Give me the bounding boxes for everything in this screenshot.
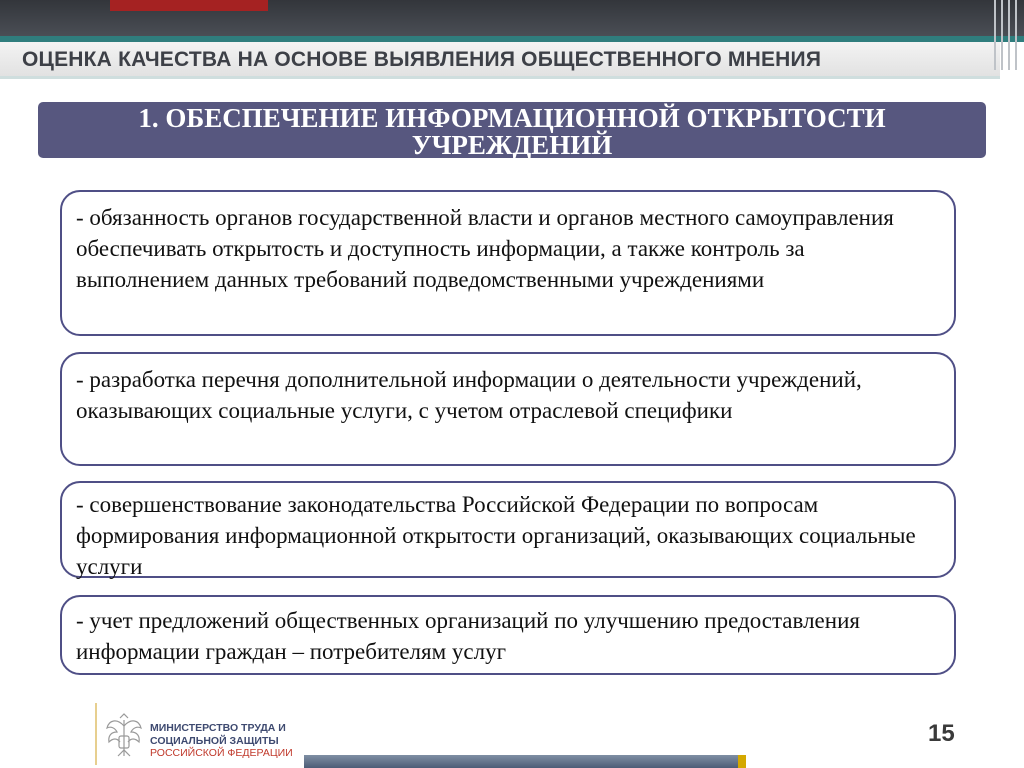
decor-strip [1008, 0, 1010, 70]
item-text: - разработка перечня дополнительной информации о деятельности учреждений, оказывающих социальные услуги, с учетом отраслевой специфики [76, 367, 862, 423]
section-header-line1: 1. ОБЕСПЕЧЕНИЕ ИНФОРМАЦИОННОЙ ОТКРЫТОСТИ [138, 103, 886, 133]
ministry-line3: РОССИЙСКОЙ ФЕДЕРАЦИИ [150, 747, 293, 759]
ministry-line2: СОЦИАЛЬНОЙ ЗАЩИТЫ [150, 734, 279, 747]
double-headed-eagle-icon [103, 712, 145, 764]
item-card [60, 352, 956, 466]
slide-title: ОЦЕНКА КАЧЕСТВА НА ОСНОВЕ ВЫЯВЛЕНИЯ ОБЩЕСТВЕННОГО МНЕНИЯ [22, 48, 822, 71]
item-card [60, 595, 956, 675]
footer-divider [95, 703, 97, 765]
footer-bar [304, 755, 738, 768]
decor-strip [1015, 0, 1017, 70]
item-card [60, 190, 956, 336]
section-header [38, 102, 986, 158]
item-card [60, 481, 956, 578]
item-text: - совершенствование законодательства Российской Федерации по вопросам формирования информационной открытости организаций, оказывающих социальные услуги [76, 492, 916, 579]
top-accent-bar [110, 0, 268, 11]
item-text: - обязанность органов государственной власти и органов местного самоуправления обеспечивать открытость и доступность информации, а также контроль за выполнением данных требований подведомственными учреждениями [76, 205, 894, 292]
page-number: 15 [928, 720, 955, 747]
title-band-underline [0, 76, 1000, 79]
item-text: - учет предложений общественных организаций по улучшению предоставления информации граждан – потребителям услуг [76, 608, 860, 664]
footer-bar-accent [738, 755, 746, 768]
ministry-name [150, 722, 293, 760]
ministry-line1: МИНИСТЕРСТВО ТРУДА И [150, 722, 286, 734]
section-header-line2: УЧРЕЖДЕНИЙ [411, 130, 613, 160]
